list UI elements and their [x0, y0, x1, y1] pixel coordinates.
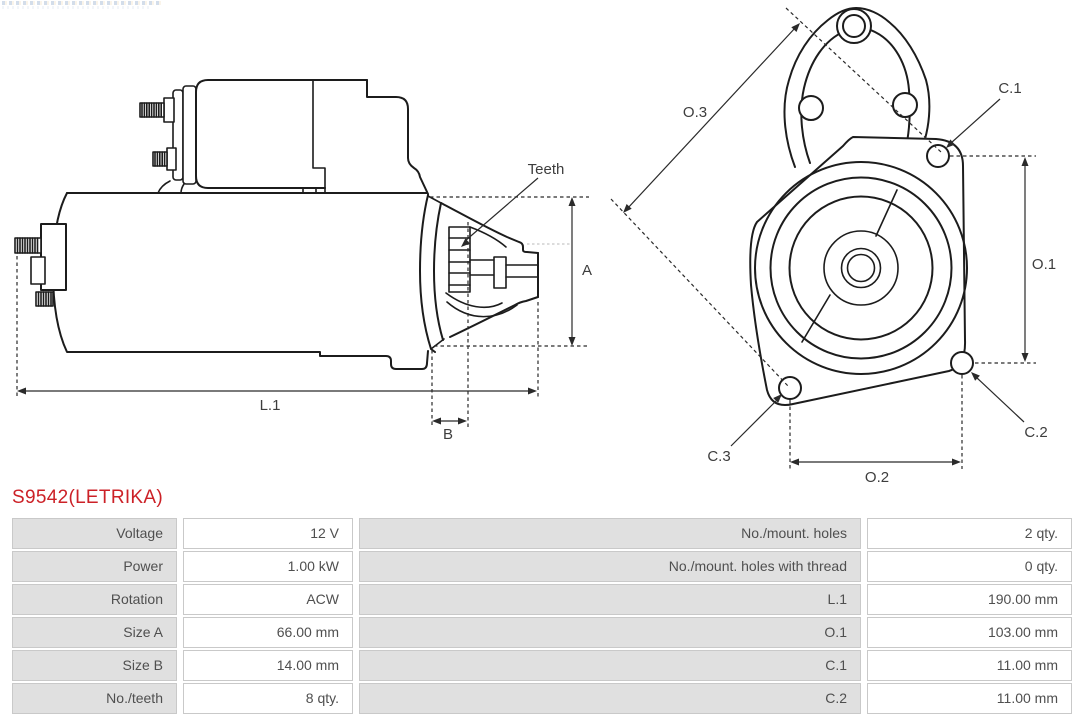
spec-value: ACW — [183, 584, 353, 615]
spec-label: No./teeth — [12, 683, 177, 714]
watermark — [2, 1, 162, 5]
part-number: S9542(LETRIKA) — [12, 487, 163, 508]
spec-value: 11.00 mm — [867, 683, 1072, 714]
dim-label-o1: O.1 — [1031, 256, 1057, 273]
spec-label: Size B — [12, 650, 177, 681]
dim-label-l1: L.1 — [259, 397, 281, 414]
teeth-label: Teeth — [527, 161, 565, 178]
spec-label: Voltage — [12, 518, 177, 549]
dim-label-c1: C.1 — [998, 80, 1022, 97]
dim-label-b: B — [442, 426, 454, 443]
dim-label-o2: O.2 — [864, 469, 890, 486]
spec-value: 14.00 mm — [183, 650, 353, 681]
spec-label: L.1 — [359, 584, 861, 615]
spec-label: No./mount. holes with thread — [359, 551, 861, 582]
dim-label-o3: O.3 — [682, 104, 708, 121]
spec-label: Size A — [12, 617, 177, 648]
spec-value: 1.00 kW — [183, 551, 353, 582]
spec-label: O.1 — [359, 617, 861, 648]
front-view — [611, 8, 1056, 486]
spec-value: 103.00 mm — [867, 617, 1072, 648]
spec-value: 190.00 mm — [867, 584, 1072, 615]
spec-value: 8 qty. — [183, 683, 353, 714]
spec-label: C.1 — [359, 650, 861, 681]
spec-label: Rotation — [12, 584, 177, 615]
spec-label: Power — [12, 551, 177, 582]
side-view — [15, 80, 592, 443]
spec-table — [12, 518, 1072, 714]
spec-value: 0 qty. — [867, 551, 1072, 582]
dim-label-c3: C.3 — [707, 448, 731, 465]
spec-label: No./mount. holes — [359, 518, 861, 549]
spec-label: C.2 — [359, 683, 861, 714]
dim-label-c2: C.2 — [1024, 424, 1048, 441]
spec-value: 12 V — [183, 518, 353, 549]
spec-value: 11.00 mm — [867, 650, 1072, 681]
spec-value: 66.00 mm — [183, 617, 353, 648]
spec-value: 2 qty. — [867, 518, 1072, 549]
watermark — [2, 6, 152, 9]
dim-label-a: A — [581, 262, 593, 279]
